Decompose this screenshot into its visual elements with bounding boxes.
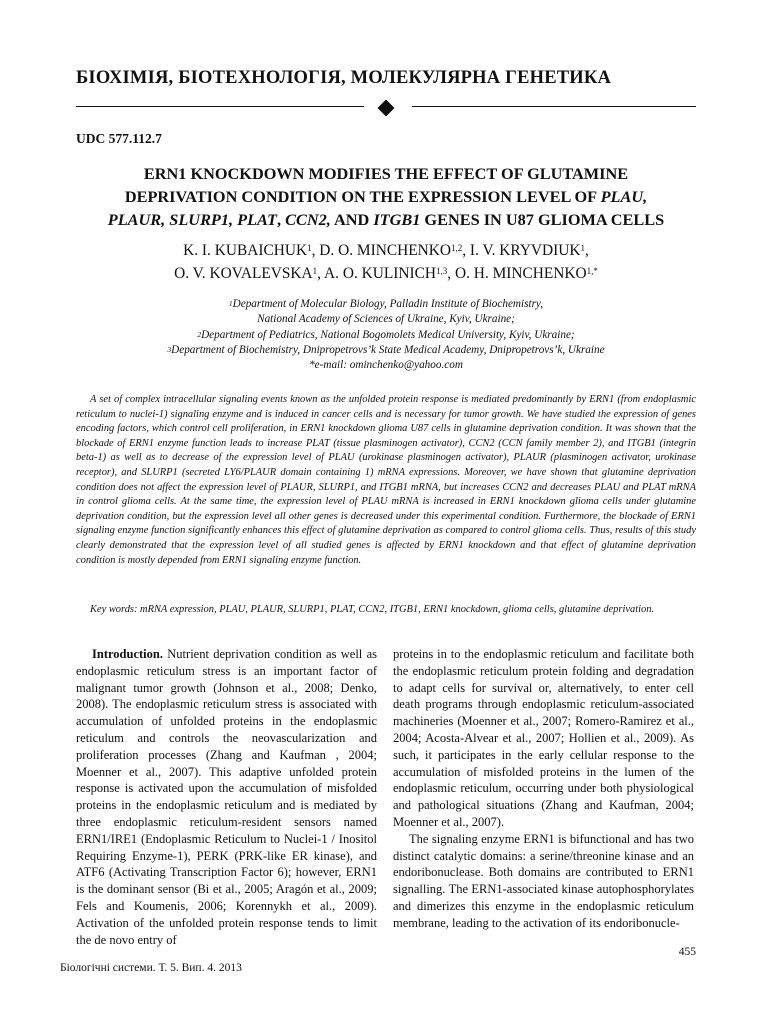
diamond-ornament-icon bbox=[378, 100, 395, 117]
udc-code: UDC 577.112.7 bbox=[76, 131, 162, 146]
page-number: 455 bbox=[678, 946, 696, 958]
author: K. I. KUBAICHUK bbox=[183, 242, 308, 259]
title-gene-itgb1: ITGB1 bbox=[373, 210, 421, 229]
article-title: ERN1 KNOCKDOWN MODIFIES THE EFFECT OF GLUTAMINE DEPRIVATION CONDITION ON THE EXPRESSION LEVEL OF PLAU, PLAUR, SLURP1, PLAT, CCN2, AND ITGB1 GENES IN U87 GLIOMA CELLS bbox=[107, 164, 665, 229]
header-rule-left bbox=[76, 106, 364, 107]
title-genes: PLAUR, SLURP1, PLAT bbox=[107, 210, 277, 229]
author: O. H. MINCHENKO bbox=[454, 265, 587, 282]
author-list: K. I. KUBAICHUK$^1$, D. O. MINCHENKO$^{1,2}$, I. V. KRYVDIUK$^1$, O. V. KOVALEVSKA$^1$, A. O. KULINICH$^{1,3}$, O. H. $MINCHENKO^{1,*}$ bbox=[174, 242, 598, 282]
intro-heading: Introduction. bbox=[92, 647, 163, 661]
affiliation-line: Department of Molecular Biology, Palladin Institute of Biochemistry, bbox=[232, 298, 544, 310]
title-gene-ccn2: CCN2, bbox=[285, 210, 331, 229]
title-line-1: ERN1 KNOCKDOWN MODIFIES THE EFFECT OF GLUTAMINE bbox=[143, 164, 629, 183]
header-rule-right bbox=[412, 106, 696, 107]
journal-footer: Біологічні системи. Т. 5. Вип. 4. 2013 bbox=[60, 962, 242, 974]
title-gene-plau: PLAU, bbox=[600, 187, 648, 206]
intro-paragraph: Introduction. Nutrient deprivation condition as well as endoplasmic reticulum stress is an important factor of malignant tumor growth (Johnson et al., 2008; Denko, 2008). The endoplasmic reticulum stress is associated with accumulation of unfolded proteins in the endoplasmic reticulum and controls the neovascularization and proliferation processes (Zhang and Kaufman , 2004; Moenner et al., 2007). This adaptive unfolded protein response is activated upon the accumulation of misfolded proteins in the endoplasmic reticulum and is mediated by three endoplasmic reticulum-resident sensors named ERN1/IRE1 (Endoplasmic Reticulum to Nuclei-1 / Inositol Requiring Enzyme-1), PERK (PRK-like ER kinase), and ATF6 (Activating Transcription Factor 6); however, ERN1 is the dominant sensor (Bi et al., 2005; Aragón et al., 2009; Fels and Koumenis, 2006; Korennykh et al., 2009). Activation of the unfolded protein response tends to limit the de novo entry of bbox=[76, 647, 377, 947]
author: O. V. KOVALEVSKA bbox=[174, 265, 313, 282]
affiliations: $^1$Department of Molecular Biology, Palladin Institute of Biochemistry, National Academy of Sciences of Ukraine, Kyiv, Ukraine; $^2$Department of Pediatrics, National Bogomolets Medical University, Kyiv, Ukraine; $^3$Department of Biochemistry, Dnipropetrovs’k State Medical Academy, Dnipropetrovs’k, Ukraine *e-mail: ominchenko@yahoo.com bbox=[167, 298, 605, 372]
author: I. V. KRYVDIUK bbox=[469, 242, 581, 259]
affiliation-line: Department of Biochemistry, Dnipropetrovs’k State Medical Academy, Dnipropetrovs’k, Ukraine bbox=[171, 343, 605, 356]
author: D. O. MINCHENKO bbox=[319, 242, 451, 259]
keywords: Key words: mRNA expression, PLAU, PLAUR, SLURP1, PLAT, CCN2, ITGB1, ERN1 knockdown, glioma cells, glutamine deprivation. bbox=[90, 604, 655, 615]
affiliation-line: National Academy of Sciences of Ukraine, Kyiv, Ukraine; bbox=[257, 313, 515, 326]
abstract: A set of complex intracellular signaling events known as the unfolded protein response is mediated predominantly by ERN1 (from endoplasmic reticulum to nuclei-1) signaling enzyme and is induced in cancer cells and is necessary for tumor growth. We have studied the expression of genes encoding factors, which control cell proliferation, in ERN1 knockdown glioma U87 cells in glutamine deprivation condition. It was shown that the blockade of ERN1 enzyme function leads to increase PLAT (tissue plasminogen activator), CCN2 (CCN family member 2), and ITGB1 (integrin beta-1) as well as to decrease of the expression level of PLAU (urokinase plasminogen activator), PLAUR (plasminogen activator, urokinase receptor), and SLURP1 (secreted LY6/PLAUR domain containing 1) mRNA expressions. Moreover, we have shown that glutamine deprivation condition does not affect the expression level of PLAUR, SLURP1, and ITGB1 mRNA, but increases CCN2 and decreases PLAU and PLAT mRNA in control glioma cells. At the same time, the expression level of PLAU mRNA is increased in ERN1 knockdown glioma cells under glutamine deprivation condition, but the expression level all other genes is decreased under this experimental condition. Furthermore, the blockade of ERN1 signaling enzyme function significantly enhances this effect of glutamine deprivation as compared to control glioma cells. Thus, results of this study clearly demonstrated that the expression level of all studied genes is affected by ERN1 knockdown and that effect of glutamine deprivation condition is mostly depended from ERN1 signaling enzyme function. bbox=[76, 394, 696, 566]
author: A. O. KULINICH bbox=[324, 265, 437, 282]
affiliation-line: Department of Pediatrics, National Bogomolets Medical University, Kyiv, Ukraine; bbox=[201, 328, 575, 341]
journal-section-header: БІОХІМІЯ, БІОТЕХНОЛОГІЯ, МОЛЕКУЛЯРНА ГЕНЕТИКА bbox=[76, 68, 612, 88]
title-line-2: DEPRIVATION CONDITION ON THE EXPRESSION LEVEL OF bbox=[124, 187, 601, 206]
body-paragraph: The signaling enzyme ERN1 is bifunctional and has two distinct catalytic domains: a serine/threonine kinase and an endoribonuclease. Both domains are contributed to ERN1 signalling. The ERN1-associated kinase autophosphorylates and dimerizes this enzyme in the endoplasmic reticulum membrane, leading to the activation of its endoribonucle- bbox=[393, 831, 694, 930]
contact-email: *e-mail: ominchenko@yahoo.com bbox=[309, 359, 463, 372]
body-column-left bbox=[76, 646, 377, 948]
body-column-right bbox=[393, 646, 694, 932]
body-paragraph: proteins in to the endoplasmic reticulum and facilitate both the endoplasmic reticulum protein folding and degradation to adapt cells for survival or, alternatively, to enter cell death programs through endoplasmic reticulum-associated machineries (Moenner et al., 2007; Romero-Ramirez et al., 2004; Acosta-Alvear et al., 2007; Hollien et al., 2009). As such, it participates in the early cellular response to the accumulation of misfolded proteins in the lumen of the endoplasmic reticulum, occurring under both physiological and pathological situations (Zhang and Kaufman, 2004; Moenner et al., 2007). bbox=[393, 647, 694, 829]
